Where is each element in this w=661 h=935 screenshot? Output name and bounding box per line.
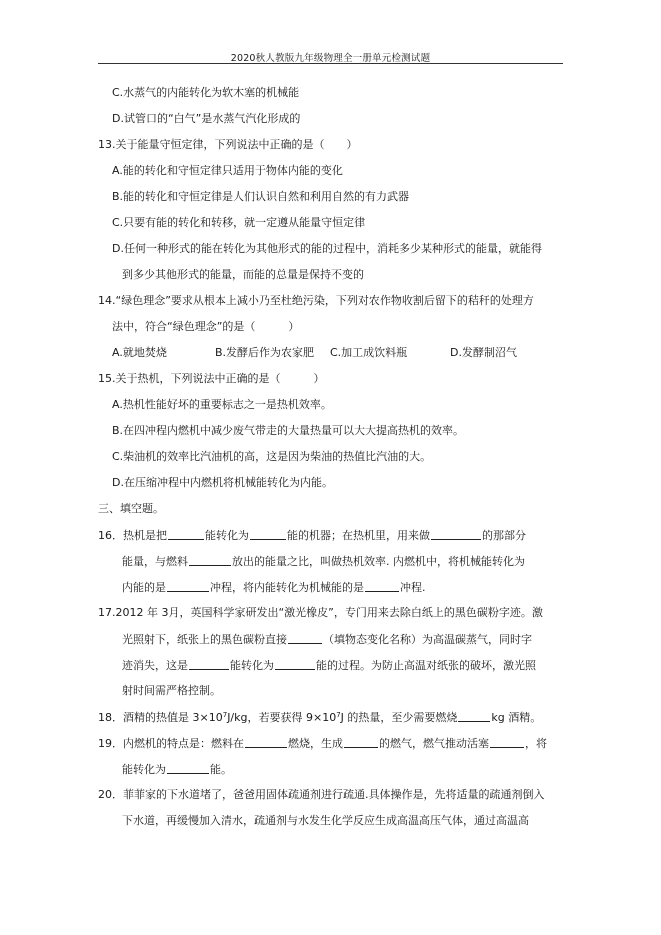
q17-text: 迹消失，这是 <box>122 659 188 672</box>
q13-option-d-line1: D.任何一种形式的能在转化为其他形式的能的过程中，消耗多少某种形式的能量，就能得 <box>112 242 542 255</box>
q20-line1: 20．菲菲家的下水道堵了，爸爸用固体疏通剂进行疏通.具体操作是，先将适量的疏通剂倒入 <box>98 788 545 801</box>
q16-text: 冲程，将内能转化为机械能的是 <box>210 581 364 594</box>
q19-line1 <box>98 735 547 752</box>
q14-option-a: A.就地焚烧 <box>112 346 167 359</box>
answer-blank[interactable] <box>458 709 490 722</box>
q17-line1: 17.2012 年 3月，英国科学家研发出“激光橡皮”，专门用来去除白纸上的黑色碳粉字迹。激 <box>98 606 543 619</box>
answer-blank[interactable] <box>344 735 378 748</box>
q19-text: ，将 <box>525 737 547 750</box>
q17-line4: 射时间需严格控制。 <box>122 684 221 697</box>
q16-text: 放出的能量之比，叫做热机效率. 内燃机中，将机械能转化为 <box>232 555 525 568</box>
page-header-title: 2020秋人教版九年级物理全一册单元检测试题 <box>230 53 431 64</box>
q16-text: 能量，与燃料 <box>122 555 188 568</box>
q18-text: J 的热量，至少需要燃烧 <box>340 711 458 724</box>
q16-text: 冲程. <box>400 581 426 594</box>
q17-line3 <box>122 657 536 674</box>
q16-text: 16．热机是把 <box>98 529 167 542</box>
q17-text: 光照射下，纸张上的黑色碳粉直接 <box>122 633 287 646</box>
answer-blank[interactable] <box>189 553 231 566</box>
q15-stem: 15.关于热机，下列说法中正确的是（ ） <box>98 372 325 385</box>
q19-text: 燃烧，生成 <box>288 737 343 750</box>
q17-line2 <box>122 631 532 648</box>
q16-line2 <box>122 553 525 570</box>
q13-option-d-line2: 到多少其他形式的能量，而能的总量是保持不变的 <box>122 268 364 281</box>
q17-text: 能转化为 <box>230 659 274 672</box>
answer-blank[interactable] <box>189 657 229 670</box>
answer-blank[interactable] <box>288 631 322 644</box>
q16-line1 <box>98 527 526 544</box>
q15-option-c: C.柴油机的效率比汽油机的高，这是因为柴油的热值比汽油的大。 <box>112 450 432 463</box>
q17-text: 能的过程。为防止高温对纸张的破坏，激光照 <box>316 659 536 672</box>
q16-text: 内能的是 <box>122 581 166 594</box>
q15-option-d: D.在压缩冲程中内燃机将机械能转化为内能。 <box>112 476 333 489</box>
q18-text: J/kg，若要获得 9×10 <box>227 711 337 724</box>
answer-blank[interactable] <box>250 527 286 540</box>
q18-text: kg 酒精。 <box>491 711 542 724</box>
q13-option-b: B.能的转化和守恒定律是人们认识自然和利用自然的有力武器 <box>112 190 410 203</box>
q19-text: 能转化为 <box>122 763 166 776</box>
q13-stem: 13.关于能量守恒定律，下列说法中正确的是（ ） <box>98 138 358 151</box>
q14-option-b: B.发酵后作为农家肥 <box>215 346 315 359</box>
q16-text: 能的机器；在热机里，用来做 <box>287 529 430 542</box>
q14-option-d: D.发酵制沼气 <box>450 346 517 359</box>
q15-option-a: A.热机性能好坏的重要标志之一是热机效率。 <box>112 398 332 411</box>
answer-blank[interactable] <box>275 657 315 670</box>
q18-text: 18．酒精的热值是 3×10 <box>98 711 223 724</box>
q17-text: （填物态变化名称）为高温碳蒸气，同时字 <box>323 633 532 646</box>
q19-text: 能。 <box>210 763 232 776</box>
answer-blank[interactable] <box>365 579 399 592</box>
q18-line1 <box>98 709 541 726</box>
q13-option-c: C.只要有能的转化和转移，就一定遵从能量守恒定律 <box>112 216 366 229</box>
section-3-title: 三、填空题。 <box>98 502 164 515</box>
header-divider <box>98 63 563 64</box>
q16-line3 <box>122 579 426 596</box>
answer-blank[interactable] <box>168 527 204 540</box>
answer-blank[interactable] <box>167 761 209 774</box>
answer-blank[interactable] <box>245 735 287 748</box>
q16-text: 的那部分 <box>482 529 526 542</box>
q19-text: 19．内燃机的特点是：燃料在 <box>98 737 244 750</box>
q19-text: 的燃气，燃气推动活塞 <box>379 737 489 750</box>
exponent: 7 <box>336 711 341 719</box>
answer-blank[interactable] <box>490 735 524 748</box>
q19-line2 <box>122 761 232 778</box>
answer-blank[interactable] <box>431 527 481 540</box>
q15-option-b: B.在四冲程内燃机中减少废气带走的大量热量可以大大提高热机的效率。 <box>112 424 465 437</box>
exponent: 7 <box>222 711 228 719</box>
q20-line2: 下水道，再缓慢加入清水，疏通剂与水发生化学反应生成高温高压气体，通过高温高 <box>122 814 529 827</box>
q16-text: 能转化为 <box>205 529 249 542</box>
q12-option-c: C.水蒸气的内能转化为软木塞的机械能 <box>112 86 300 99</box>
answer-blank[interactable] <box>167 579 209 592</box>
q14-stem-line2: 法中，符合“绿色理念”的是（ ） <box>112 320 300 333</box>
q13-option-a: A.能的转化和守恒定律只适用于物体内能的变化 <box>112 164 343 177</box>
q14-stem-line1: 14.“绿色理念”要求从根本上减小乃至杜绝污染，下列对农作物收割后留下的秸秆的处理方 <box>98 294 534 307</box>
q12-option-d: D.试管口的“白气”是水蒸气汽化形成的 <box>112 112 301 125</box>
q14-option-c: C.加工成饮料瓶 <box>330 346 408 359</box>
